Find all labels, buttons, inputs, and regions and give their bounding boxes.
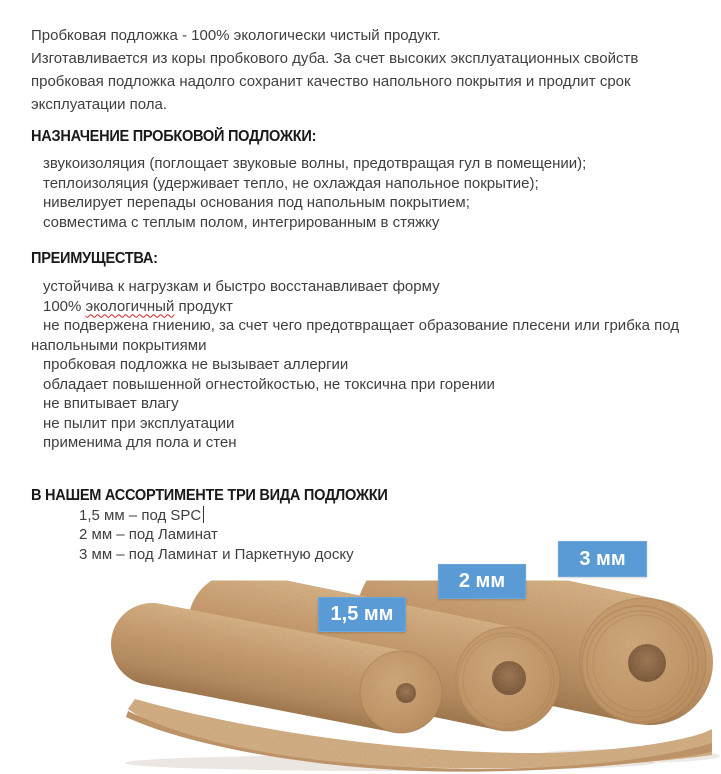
cork-material xyxy=(126,598,712,772)
list-item: 3 мм – под Ламинат и Паркетную доску xyxy=(79,545,354,563)
text-cursor xyxy=(203,506,204,523)
intro-line-1: Пробковая подложка - 100% экологически чистый продукт. xyxy=(31,27,441,44)
size-label-3mm: 3 мм xyxy=(558,541,647,577)
list-item: не пылит при эксплуатации xyxy=(43,414,235,432)
heading-advantages: ПРЕИМУЩЕСТВА: xyxy=(31,250,158,267)
purpose-list xyxy=(31,154,701,232)
eco-misspelled-word: экологичный xyxy=(85,297,175,315)
list-item: обладает повышенной огнестойкостью, не токсична при горении xyxy=(43,375,495,393)
list-item: пробковая подложка не вызывает аллергии xyxy=(43,356,349,373)
list-item: не подвержена гниению, за счет чего предотвращает образование плесени или грибка под напольными покрытиями xyxy=(31,317,680,354)
list-item: 2 мм – под Ламинат xyxy=(79,526,218,543)
document-text-area[interactable] xyxy=(31,24,701,564)
size-label-1-5mm: 1,5 мм xyxy=(318,597,406,632)
size-label-2mm: 2 мм xyxy=(438,564,526,599)
heading-assortment: В НАШЕМ АССОРТИМЕНТЕ ТРИ ВИДА ПОДЛОЖКИ xyxy=(31,486,388,504)
list-item: звукоизоляция (поглощает звуковые волны, предотвращая гул в помещении); xyxy=(43,155,587,172)
list-item: теплоизоляция (удерживает тепло, не охлаждая напольное покрытие); xyxy=(43,174,539,192)
list-item-eco xyxy=(31,297,701,317)
list-item: нивелирует перепады основания под напольным покрытием; xyxy=(43,194,470,211)
cork-rolls-photo xyxy=(0,529,721,774)
heading-purpose: НАЗНАЧЕНИЕ ПРОБКОВОЙ ПОДЛОЖКИ: xyxy=(31,128,317,145)
list-item: устойчива к нагрузкам и быстро восстанавливает форму xyxy=(43,278,440,295)
eco-suffix: продукт xyxy=(174,297,233,315)
assortment-item-text: 1,5 мм – под SPC xyxy=(79,506,202,524)
advantages-list xyxy=(31,277,701,453)
list-item: совместима с теплым полом, интегрированным в стяжку xyxy=(43,213,440,231)
list-item[interactable] xyxy=(31,506,701,526)
list-item: не впитывает влагу xyxy=(43,395,179,412)
list-item: применима для пола и стен xyxy=(43,434,237,451)
intro-line-2: Изготавливается из коры пробкового дуба. За счет высоких эксплуатационных свойств пробковая подложка надолго сохранит качество напольного покрытия и продлит срок эксплуатации пола. xyxy=(31,50,639,113)
eco-prefix: 100% xyxy=(43,297,86,315)
